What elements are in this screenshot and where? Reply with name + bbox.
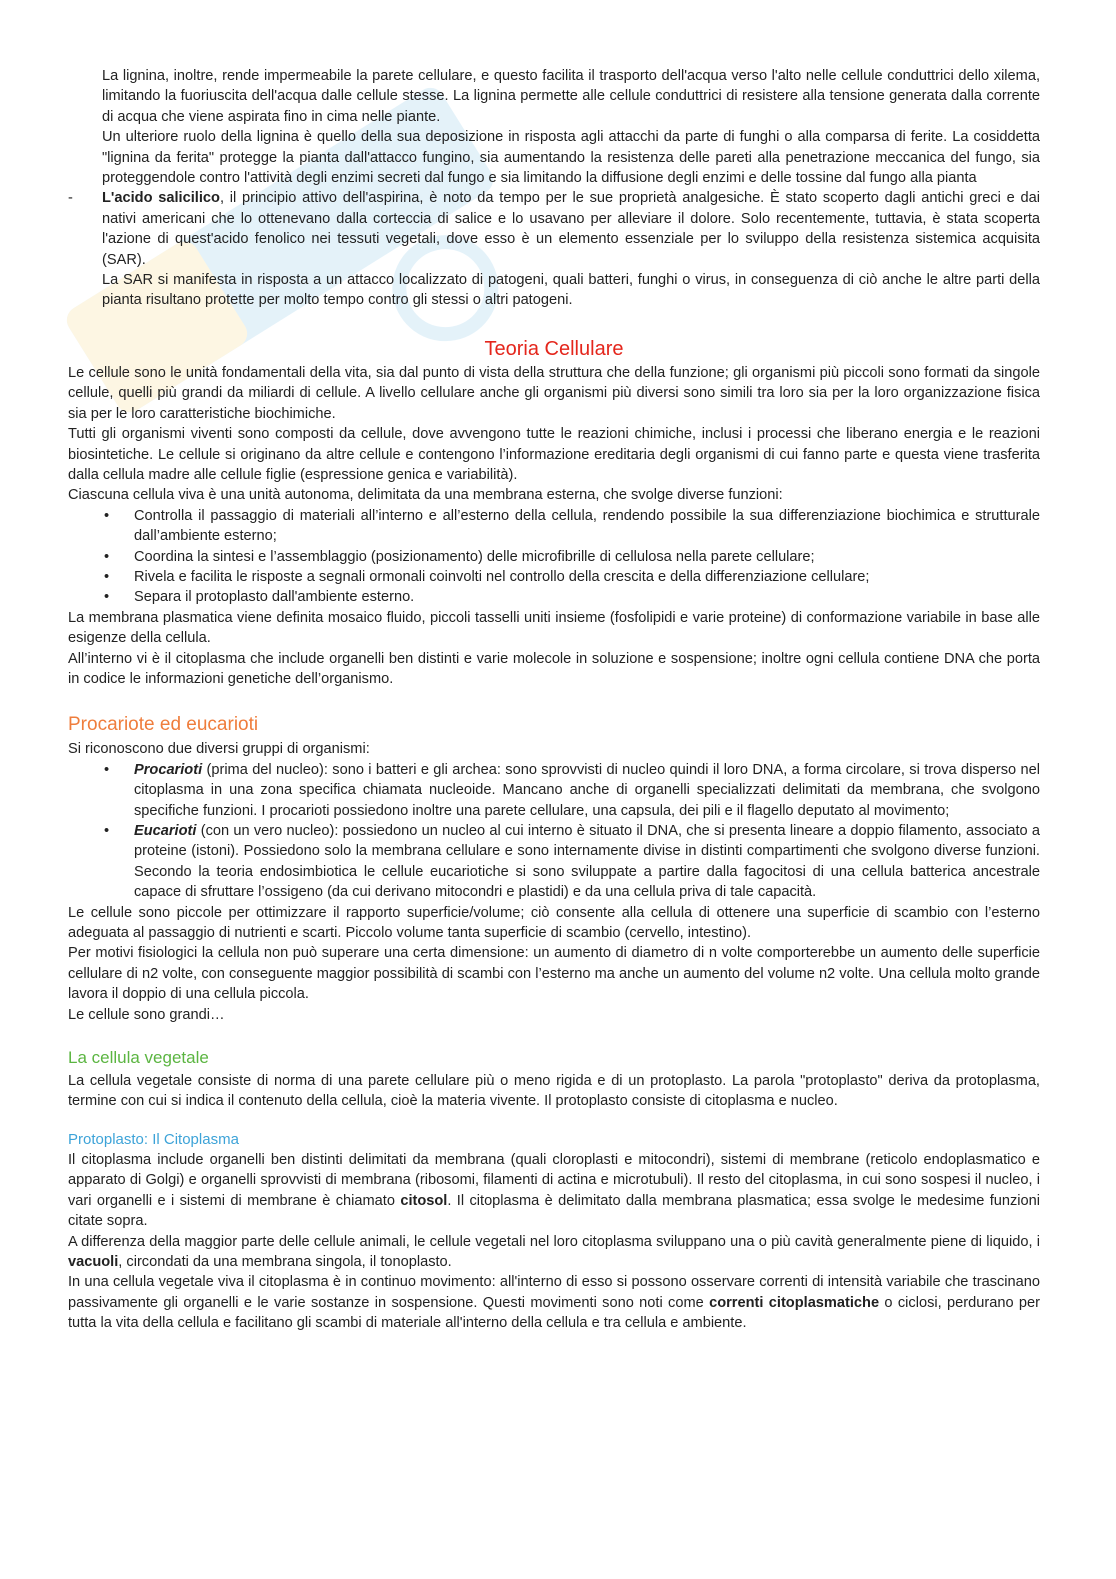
section-title-procariote: Procariote ed eucarioti: [68, 714, 259, 736]
sar-paragraph: La SAR si manifesta in risposta a un attacco localizzato di patogeni, quali batteri, funghi o virus, in conseguenza di ciò anche le altre parti della pianta risultano protette per molto tempo contro gli stessi o altri patogeni.: [102, 272, 1040, 309]
dash-marker: -: [68, 190, 73, 207]
teoria-paragraph-1: Le cellule sono le unità fondamentali della vita, sia dal punto di vista della struttura che della funzione; gli organismi più piccoli sono formati da singole cellule, quelli più grandi da miliardi di cellule. A livello cellulare anche gli organismi più diversi sono simili tra loro sia per la loro organizzazione fisica sia per le loro caratteristiche biochimiche.: [68, 364, 1040, 422]
bullet-icon: •: [104, 548, 110, 565]
list-item: • Rivela e facilita le risposte a segnali ormonali coinvolti nel controllo della crescita e della differenziazione cellulare;: [68, 567, 1040, 587]
section-title-vegetale: La cellula vegetale: [68, 1048, 209, 1068]
procariote-paragraph-2: Per motivi fisiologici la cellula non può superare una certa dimensione: un aumento di diametro di n volte comporterebbe un aumento delle superficie cellulare di n2 volte, con conseguente maggior possibilità di scambi con l’esterno ma anche un aumento del volume n2 volte. Una cellula molto grande lavora il doppio di una cellula piccola.: [68, 945, 1040, 1003]
teoria-paragraph-5: All’interno vi è il citoplasma che include organelli ben distinti e varie molecole in soluzione e sospensione; inoltre ogni cellula contiene DNA che porta in codice le informazioni genetiche dell’organismo.: [68, 650, 1040, 687]
salicylic-item: [68, 188, 1040, 270]
bullet-icon: •: [104, 507, 110, 524]
citoplasma-paragraph-3: In una cellula vegetale viva il citoplasma è in continuo movimento: all'interno di esso si possono osservare correnti di intensità variabile che trascinano passivamente gli organelli e le varie sostanze in sospensione. Questi movimenti sono noti come correnti citoplasmatiche o ciclosi, perdurano per tutta la vita della cellula e facilitano gli scambi di materiale all'interno della cellula e tra cellula e ambiente.: [68, 1274, 1040, 1332]
citoplasma-paragraph-2: A differenza della maggior parte delle cellule animali, le cellule vegetali nel loro citoplasma sviluppano una o più cavità generalmente piene di liquido, i vacuoli, circondati da una membrana singola, il tonoplasto.: [68, 1233, 1040, 1270]
document-page: [68, 66, 1040, 1334]
procariote-paragraph-1: Le cellule sono piccole per ottimizzare il rapporto superficie/volume; ciò consente alla cellula di ottenere una superficie di scambio con l’esterno adeguata al passaggio di nutrienti e scarti. Piccolo volume tanta superficie di scambio (cervello, intestino).: [68, 904, 1040, 942]
teoria-paragraph-3: Ciascuna cellula viva è una unità autonoma, delimitata da una membrana esterna, che svolge diverse funzioni:: [68, 487, 783, 504]
bullet-icon: •: [104, 823, 110, 839]
list-item: • Coordina la sintesi e l’assemblaggio (posizionamento) delle microfibrille di cellulosa nella parete cellulare;: [68, 547, 1040, 567]
list-item-procarioti: • Procarioti (prima del nucleo): sono i batteri e gli archea: sono sprovvisti di nucleo quindi il loro DNA, a forma circolare, si trova disperso nel citoplasma in una zona specifica chiamata nucleoide. Mancano anche di organelli specializzati delimitati da membrana, che svolgono specifiche funzioni. I procarioti possiedono inoltre una parete cellulare, una capsula, dei pili e il flagello deputato al movimento;: [104, 761, 1040, 819]
section-title-citoplasma: Protoplasto: Il Citoplasma: [68, 1130, 239, 1148]
teoria-paragraph-4: La membrana plasmatica viene definita mosaico fluido, piccoli tasselli uniti insieme (fosfolipidi e varie proteine) di conformazione variabile in base alle esigenze della cellula.: [68, 609, 1040, 647]
salicylic-text: , il principio attivo dell'aspirina, è noto da tempo per le sue proprietà analgesiche. È stato scoperto dagli antichi greci e dai nativi americani che lo ottenevano dalla corteccia di salice e lo usavano per alleviare il dolore. Solo recentemente, tuttavia, è stata scoperta l'azione di quest'acido fenolico nei tessuti vegetali, dove esso è un elemento essenziale per lo sviluppo della resistenza sistemica acquisita (SAR).: [102, 190, 1040, 268]
salicylic-term: L'acido salicilico: [102, 190, 220, 207]
citoplasma-paragraph-1: Il citoplasma include organelli ben distinti delimitati da membrana (quali cloroplasti e mitocondri), sistemi di membrane (reticolo endoplasmatico e apparato di Golgi) e organelli sprovvisti di membrana (ribosomi, filamenti di actina e microtubuli). Il resto del citoplasma, in cui sono sospesi il nucleo, i vari organelli e i sistemi di membrane è chiamato citosol. Il citoplasma è delimitato dalla membrana plasmatica; essa svolge le medesime funzioni citate sopra.: [68, 1151, 1040, 1230]
list-item-eucarioti: • Eucarioti (con un vero nucleo): possiedono un nucleo al cui interno è situato il DNA, che si presenta lineare a doppio filamento, associato a proteine (istoni). Possiedono solo la membrana cellulare e sono internamente divise in distinti compartimenti che svolgono diverse funzioni. Secondo la teoria endosimbiotica le cellule eucariotiche si sono sviluppate a partire dalla fagocitosi di una cellula batterica ancestrale capace di sfruttare l’ossigeno (da cui derivano mitocondri e plastidi) e da una cellula priva di tale capacità.: [104, 823, 1040, 901]
section-title-teoria: Teoria Cellulare: [484, 337, 624, 360]
procariote-paragraph-3: Le cellule sono grandi…: [68, 1006, 225, 1023]
lignin-paragraph-2: Un ulteriore ruolo della lignina è quello della sua deposizione in risposta agli attacchi da parte di funghi o alla comparsa di ferite. La cosiddetta "lignina da ferita" protegge la pianta dall'attacco fungino, sia aumentando la resistenza delle pareti alla penetrazione meccanica del fungo, sia proteggendole contro l'attività degli enzimi secreti dal fungo e sia limitando la diffusione degli enzimi e delle tossine dal fungo alla pianta: [102, 129, 1040, 187]
membrane-functions-list: [68, 506, 1040, 608]
lignin-paragraph-1: La lignina, inoltre, rende impermeabile la parete cellulare, e questo facilita il trasporto dell'acqua verso l'alto nelle cellule conduttrici dello xilema, limitando la fuoriuscita dell'acqua dalle cellule stesse. La lignina permette alle cellule conduttrici di resistere alla tensione generata dalla corrente di acqua che viene aspirata fino in cima nelle piante.: [102, 68, 1040, 125]
vegetale-paragraph-1: La cellula vegetale consiste di norma di una parete cellulare più o meno rigida e di un protoplasto. La parola "protoplasto" deriva da protoplasma, termine con cui si indica il contenuto della cellula, cioè la materia vivente. Il protoplasto consiste di citoplasma e nucleo.: [68, 1073, 1040, 1110]
bullet-icon: •: [104, 589, 110, 606]
list-item: • Controlla il passaggio di materiali all’interno e all’esterno della cellula, rendendo possibile la sua differenziazione biochimica e strutturale dall’ambiente esterno;: [104, 507, 1040, 545]
organism-groups-list: [68, 760, 1040, 903]
list-item: • Separa il protoplasto dall'ambiente esterno.: [68, 587, 1040, 607]
teoria-paragraph-2: Tutti gli organismi viventi sono composti da cellule, dove avvengono tutte le reazioni chimiche, inclusi i processi che liberano energia e le reazioni biosintetiche. Le cellule si originano da altre cellule e contengono l’informazione ereditaria degli organismi di cui fanno parte e questa viene trasferita dalla cellula madre alle cellule figlie (espressione genica e variabilità).: [68, 426, 1040, 483]
procariote-intro: Si riconoscono due diversi gruppi di organismi:: [68, 741, 370, 758]
bullet-icon: •: [104, 568, 110, 585]
bullet-icon: •: [104, 761, 110, 778]
